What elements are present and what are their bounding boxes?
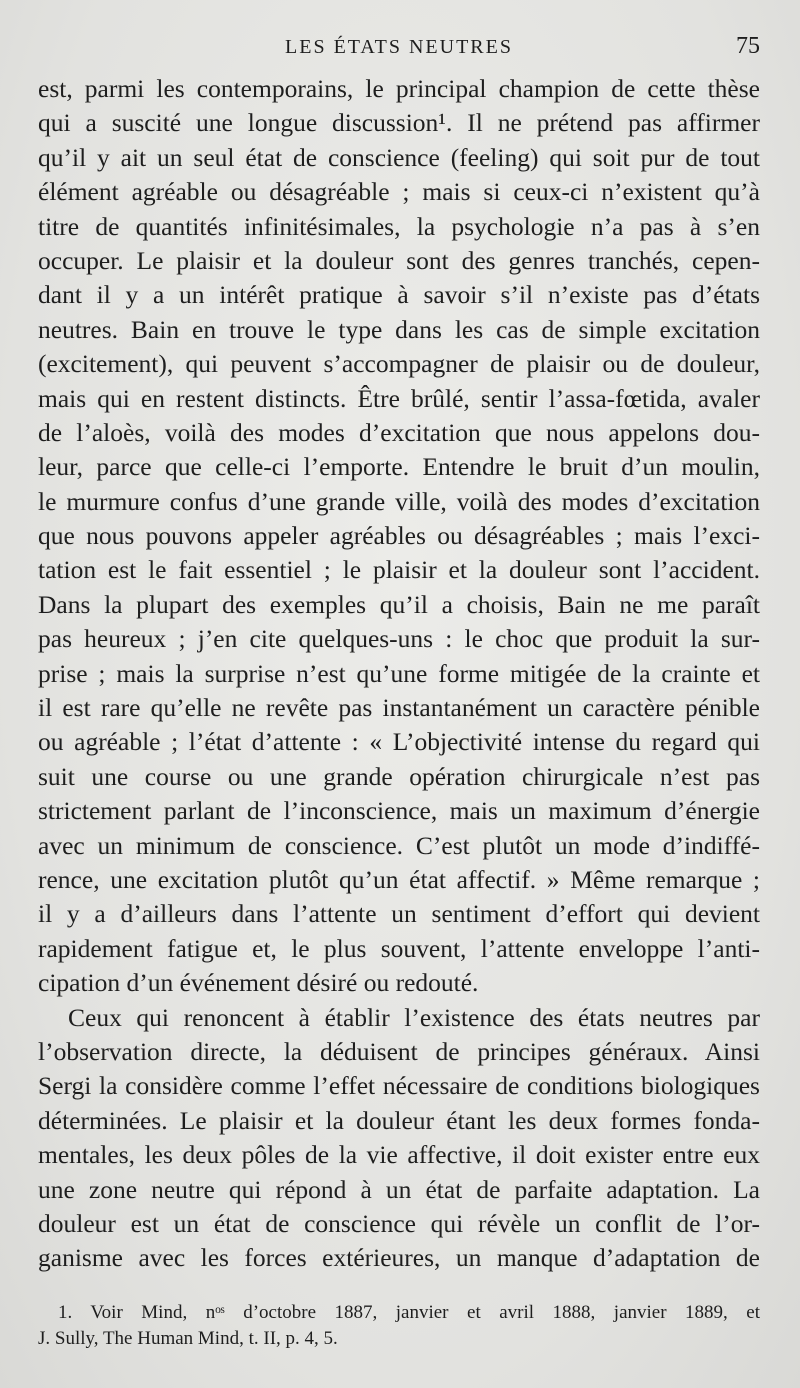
text-line: Dans la plupart des exemples qu’il a choisis, Bain ne me paraît	[38, 589, 760, 619]
text-line: il est rare qu’elle ne revête pas instantanément un caractère pénible	[38, 693, 760, 723]
text-line: dant il y a un intérêt pratique à savoir s’il n’existe pas d’états	[38, 280, 760, 310]
text-line: tation est le fait essentiel ; le plaisir et la douleur sont l’accident.	[38, 555, 760, 585]
text-line: rence, une excitation plutôt qu’un état affectif. » Même remarque ;	[38, 864, 760, 894]
text-line: Ceux qui renoncent à établir l’existence des états neutres par	[68, 1002, 760, 1032]
main-text	[38, 72, 760, 1276]
text-line: Sergi la considère comme l’effet nécessaire de conditions biologiques	[38, 1071, 760, 1101]
text-line: élément agréable ou désagréable ; mais si ceux-ci n’existent qu’à	[38, 177, 760, 207]
text-line: pas heureux ; j’en cite quelques-uns : le choc que produit la sur-	[38, 624, 760, 654]
text-line: prise ; mais la surprise n’est qu’une forme mitigée de la crainte et	[38, 658, 760, 688]
text-line: il y a d’ailleurs dans l’attente un sentiment d’effort qui devient	[38, 899, 760, 929]
text-line: qui a suscité une longue discussion¹. Il ne prétend pas affirmer	[38, 108, 760, 138]
text-line: une zone neutre qui répond à un état de parfaite adaptation. La	[38, 1174, 760, 1204]
footnote-line: J. Sully, The Human Mind, t. II, p. 4, 5.	[38, 1328, 338, 1349]
text-line: (excitement), qui peuvent s’accompagner de plaisir ou de douleur,	[38, 349, 760, 379]
text-line: leur, parce que celle-ci l’emporte. Entendre le bruit d’un moulin,	[38, 452, 760, 482]
text-line: titre de quantités infinitésimales, la psychologie n’a pas à s’en	[38, 211, 760, 241]
page-header	[38, 30, 760, 66]
footnotes	[38, 1300, 760, 1352]
text-line: qu’il y ait un seul état de conscience (feeling) qui soit pur de tout	[38, 142, 760, 172]
text-line: occuper. Le plaisir et la douleur sont des genres tranchés, cepen-	[38, 245, 760, 275]
page-number: 75	[736, 33, 760, 59]
text-line: que nous pouvons appeler agréables ou désagréables ; mais l’exci-	[38, 521, 760, 551]
text-line: suit une course ou une grande opération chirurgicale n’est pas	[38, 761, 760, 791]
text-line: douleur est un état de conscience qui révèle un conflit de l’or-	[38, 1208, 760, 1238]
text-line: déterminées. Le plaisir et la douleur étant les deux formes fonda-	[38, 1105, 760, 1135]
text-line: est, parmi les contemporains, le principal champion de cette thèse	[38, 74, 760, 103]
footnote-line: 1. Voir Mind, nᵒˢ d’octobre 1887, janvier et avril 1888, janvier 1889, et	[58, 1302, 760, 1323]
text-line: strictement parlant de l’inconscience, mais un maximum d’énergie	[38, 796, 760, 826]
text-line: le murmure confus d’une grande ville, voilà des modes d’excitation	[38, 486, 760, 516]
text-line: mais qui en restent distincts. Être brûlé, sentir l’assa-fœtida, avaler	[38, 383, 760, 413]
text-line: neutres. Bain en trouve le type dans les cas de simple excitation	[38, 314, 760, 344]
text-line: ou agréable ; l’état d’attente : « L’objectivité intense du regard qui	[38, 727, 760, 757]
text-line: de l’aloès, voilà des modes d’excitation que nous appelons dou-	[38, 417, 760, 447]
text-line: l’observation directe, la déduisent de principes généraux. Ainsi	[38, 1036, 760, 1066]
text-line: cipation d’un événement désiré ou redouté.	[38, 968, 479, 998]
text-line: ganisme avec les forces extérieures, un manque d’adaptation de	[38, 1243, 760, 1273]
text-line: mentales, les deux pôles de la vie affective, il doit exister entre eux	[38, 1140, 760, 1170]
text-line: avec un minimum de conscience. C’est plutôt un mode d’indiffé-	[38, 830, 760, 860]
text-line: rapidement fatigue et, le plus souvent, l’attente enveloppe l’anti-	[38, 933, 760, 963]
running-title: LES ÉTATS NEUTRES	[285, 36, 513, 58]
